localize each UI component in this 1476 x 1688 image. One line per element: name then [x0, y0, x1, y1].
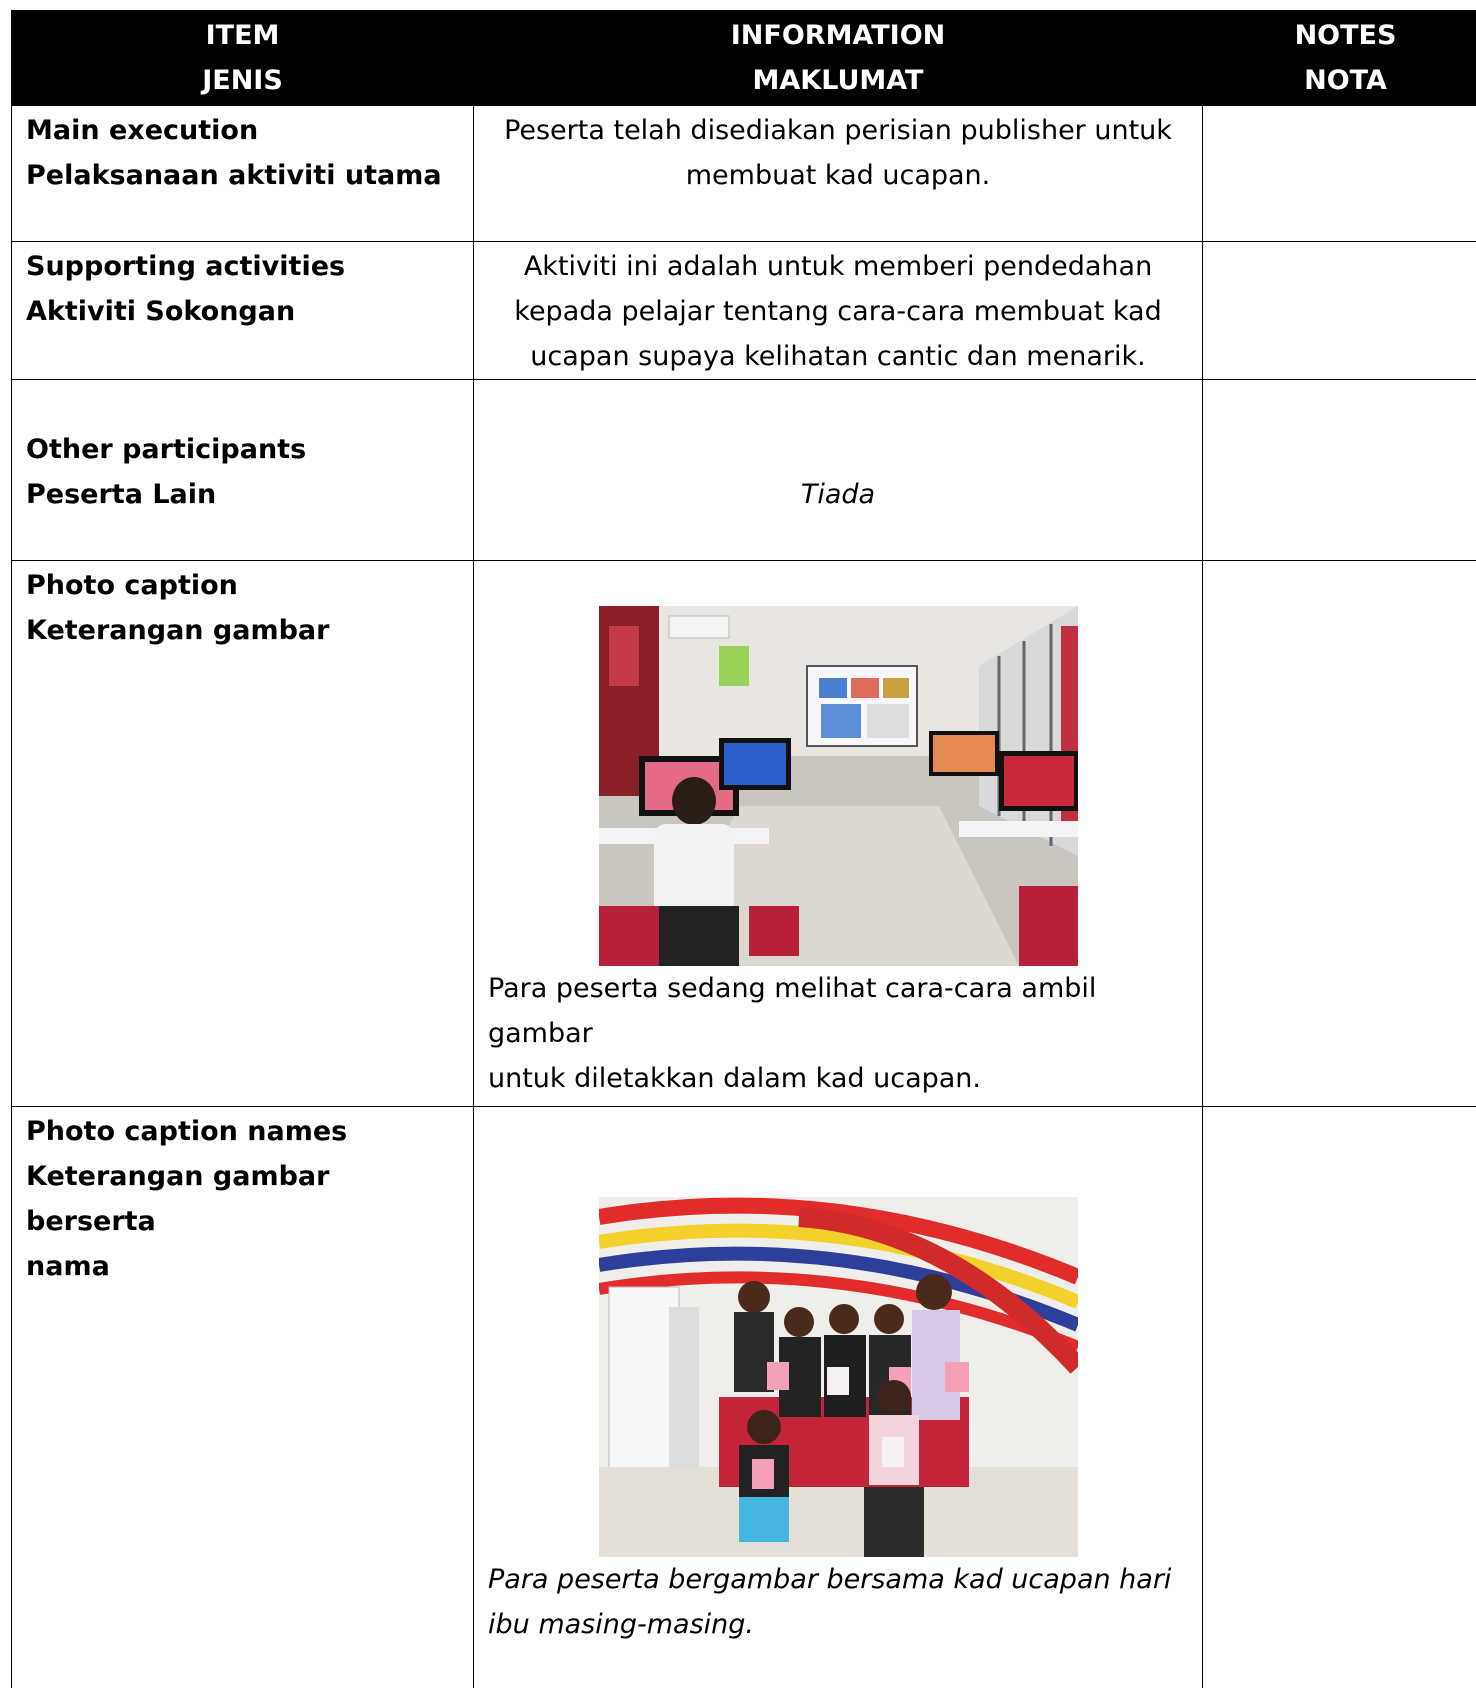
computer-lab-photo — [599, 606, 1078, 966]
header-information-en: INFORMATION — [730, 20, 946, 51]
item-label-ms: Keterangan gambar berserta — [26, 1161, 330, 1237]
photo-caption-line: Para peserta sedang melihat cara-cara ambil gambar — [488, 973, 1097, 1049]
info-line: membuat kad ucapan. — [685, 160, 991, 191]
item-label-en: Photo caption — [26, 570, 238, 601]
photo-caption-line: Para peserta bergambar bersama kad ucapan hari — [488, 1564, 1172, 1595]
header-notes-ms: NOTA — [1304, 65, 1387, 96]
information-cell — [474, 380, 1203, 561]
item-cell — [12, 106, 474, 242]
table-header-row — [12, 11, 1476, 106]
item-label-en: Other participants — [26, 434, 307, 465]
information-cell — [474, 242, 1203, 380]
photo-caption-line: untuk diletakkan dalam kad ucapan. — [488, 1063, 981, 1094]
information-cell — [474, 561, 1203, 1107]
information-cell — [474, 106, 1203, 242]
item-cell — [12, 242, 474, 380]
info-line: Peserta telah disediakan perisian publisher untuk — [504, 115, 1172, 146]
photo-caption-line: ibu masing-masing. — [488, 1609, 754, 1640]
activity-report-table — [11, 10, 1476, 1688]
info-line: ucapan supaya kelihatan cantic dan menarik. — [530, 341, 1146, 372]
item-label-ms: Peserta Lain — [26, 479, 217, 510]
item-label-ms: Aktiviti Sokongan — [26, 296, 296, 327]
table-row — [12, 380, 1476, 561]
item-cell — [12, 561, 474, 1107]
notes-cell — [1203, 1107, 1476, 1688]
notes-cell — [1203, 106, 1476, 242]
table-row — [12, 561, 1476, 1107]
header-information-ms: MAKLUMAT — [752, 65, 924, 96]
info-line: kepada pelajar tentang cara-cara membuat kad — [514, 296, 1162, 327]
table-row — [12, 106, 1476, 242]
item-label-en: Photo caption names — [26, 1116, 348, 1147]
header-notes-en: NOTES — [1294, 20, 1397, 51]
item-label-ms: Keterangan gambar — [26, 615, 330, 646]
notes-cell — [1203, 380, 1476, 561]
item-cell — [12, 1107, 474, 1688]
header-item-ms: JENIS — [202, 65, 283, 96]
item-label-en: Supporting activities — [26, 251, 346, 282]
item-label-en: Main execution — [26, 115, 259, 146]
item-label-ms: Pelaksanaan aktiviti utama — [26, 160, 442, 191]
item-label-ms-cont: nama — [26, 1251, 110, 1282]
info-line: Aktiviti ini adalah untuk memberi pendedahan — [523, 251, 1153, 282]
header-item — [12, 11, 474, 106]
header-notes — [1203, 11, 1476, 106]
header-information — [474, 11, 1203, 106]
header-item-en: ITEM — [205, 20, 280, 51]
info-value-none: Tiada — [800, 479, 876, 510]
document-page — [11, 10, 1476, 1688]
table-row — [12, 1107, 1476, 1688]
participants-group-photo — [599, 1197, 1078, 1557]
notes-cell — [1203, 561, 1476, 1107]
item-cell — [12, 380, 474, 561]
table-row — [12, 242, 1476, 380]
notes-cell — [1203, 242, 1476, 380]
information-cell — [474, 1107, 1203, 1688]
